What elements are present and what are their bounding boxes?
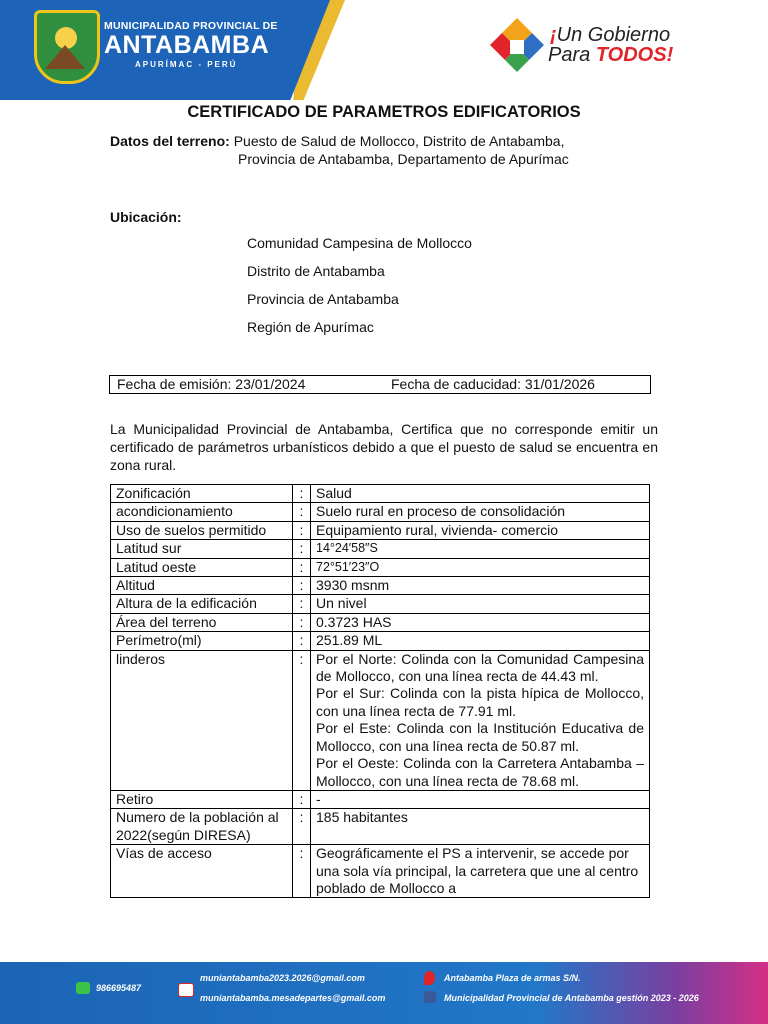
gobierno-logo-icon <box>488 16 546 74</box>
parameters-table <box>110 484 650 898</box>
footer-address: Antabamba Plaza de armas S/N. <box>444 973 581 983</box>
terreno-line-2: Provincia de Antabamba, Departamento de Apurímac <box>238 151 569 167</box>
certificate-paragraph: La Municipalidad Provincial de Antabamba, Certifica que no corresponde emitir un certificado de parámetros urbanísticos debido a que el puesto de salud se encuentra en zona rural. <box>110 421 658 473</box>
slogan-line-1: ¡Un Gobierno <box>550 24 671 46</box>
ubicacion-region: Región de Apurímac <box>247 319 374 335</box>
fecha-caducidad: Fecha de caducidad: 31/01/2026 <box>391 376 595 392</box>
table-row: acondicionamiento : Suelo rural en proceso de consolidación <box>111 503 650 521</box>
table-row: Uso de suelos permitido : Equipamiento rural, vivienda- comercio <box>111 521 650 539</box>
footer-phone: 986695487 <box>96 983 142 993</box>
fecha-emision: Fecha de emisión: 23/01/2024 <box>117 376 306 392</box>
muni-top-label: MUNICIPALIDAD PROVINCIAL DE <box>104 20 278 32</box>
ubicacion-distrito: Distrito de Antabamba <box>247 263 385 279</box>
location-pin-icon <box>424 971 435 985</box>
table-row: Retiro : - <box>111 790 650 808</box>
slogan-line-2: Para TODOS! <box>548 44 674 66</box>
terreno-label: Datos del terreno: <box>110 133 230 149</box>
document-title: CERTIFICADO DE PARAMETROS EDIFICATORIOS <box>187 103 581 121</box>
dates-box <box>109 375 651 394</box>
table-row: Latitud oeste : 72°51′23″O <box>111 558 650 576</box>
table-row: Vías de acceso : Geográficamente el PS a intervenir, se accede por una sola vía principal, la carretera que une al centro poblado de Mollocco a <box>111 845 650 898</box>
footer-facebook[interactable]: Municipalidad Provincial de Antabamba gestión 2023 - 2026 <box>444 993 699 1003</box>
table-row: Latitud sur : 14°24′58″S <box>111 540 650 558</box>
ubicacion-comunidad: Comunidad Campesina de Mollocco <box>247 235 472 251</box>
table-row: Perímetro(ml) : 251.89 ML <box>111 632 650 650</box>
table-row: Zonificación : Salud <box>111 485 650 503</box>
footer-email-1[interactable]: muniantabamba2023.2026@gmail.com <box>200 973 365 983</box>
table-row: Altura de la edificación : Un nivel <box>111 595 650 613</box>
footer-band <box>0 962 768 1024</box>
table-row-linderos: linderos : Por el Norte: Colinda con la Comunidad Campesina de Mollocco, con una línea recta de 44.43 ml. Por el Sur: Colinda con la pista hípica de Mollocco, con una línea recta de 77.91 ml. Por el Este: Colinda con la Institución Educativa de Mollocco, con una línea recta de 50.87 ml. Por el Oeste: Colinda con la Carretera Antabamba – Mollocco, con una línea recta de 78.68 ml. <box>111 650 650 790</box>
facebook-icon <box>424 991 436 1003</box>
lindero-sur: Por el Sur: Colinda con la pista hípica de Mollocco, con una línea recta de 77.91 ml. <box>316 685 644 719</box>
footer-email-2[interactable]: muniantabamba.mesadepartes@gmail.com <box>200 993 386 1003</box>
table-row: Área del terreno : 0.3723 HAS <box>111 613 650 631</box>
whatsapp-icon <box>76 982 90 994</box>
mail-icon <box>178 983 194 997</box>
table-row: Altitud : 3930 msnm <box>111 577 650 595</box>
muni-name: ANTABAMBA <box>104 31 270 59</box>
muni-subtitle: APURÍMAC - PERÚ <box>135 60 238 69</box>
ubicacion-label: Ubicación: <box>110 209 182 225</box>
municipal-shield-icon <box>34 10 100 84</box>
lindero-oeste: Por el Oeste: Colinda con la Carretera Antabamba – Mollocco, con una línea recta de 78.68 ml. <box>316 755 644 789</box>
terreno-line-1: Datos del terreno: Puesto de Salud de Mollocco, Distrito de Antabamba, <box>110 133 565 149</box>
table-row: Numero de la población al 2022(según DIRESA) : 185 habitantes <box>111 809 650 845</box>
lindero-norte: Por el Norte: Colinda con la Comunidad Campesina de Mollocco, con una línea recta de 44.43 ml. <box>316 650 644 685</box>
ubicacion-provincia: Provincia de Antabamba <box>247 291 399 307</box>
lindero-este: Por el Este: Colinda con la Institución Educativa de Mollocco, con una línea recta de 50.87 ml. <box>316 720 644 754</box>
